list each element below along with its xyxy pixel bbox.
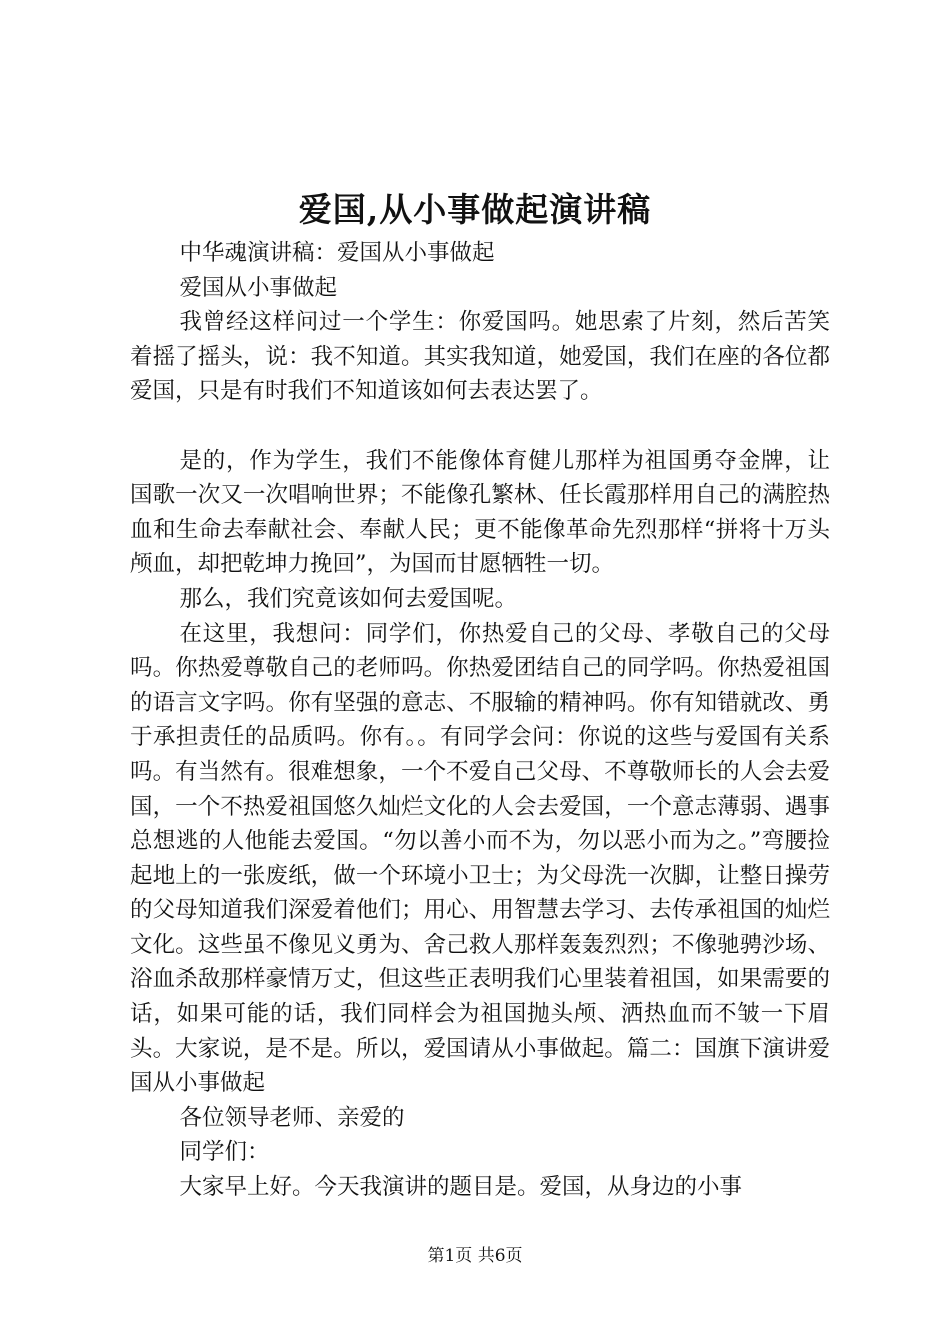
paragraph: 大家早上好。今天我演讲的题目是。爱国，从身边的小事	[179, 1174, 743, 1201]
paragraph: 各位领导老师、亲爱的	[179, 1104, 405, 1131]
paragraph: 是的，作为学生，我们不能像体育健儿那样为祖国勇夺金牌，让国歌一次又一次唱响世界；不能像孔繁林、任长霞那样用自己的满腔热血和生命去奉献社会、奉献人民；更不能像革命先烈那样“拼将十万头颅血，却把乾坤力挽回”，为国而甘愿牺牲一切。	[130, 447, 830, 578]
paragraph: 爱国从小事做起	[179, 274, 338, 301]
paragraph: 中华魂演讲稿：爱国从小事做起	[179, 240, 495, 266]
paragraph: 在这里，我想问：同学们，你热爱自己的父母、孝敬自己的父母吗。你热爱尊敬自己的老师吗。你热爱团结自己的同学吗。你热爱祖国的语言文字吗。你有坚强的意志、不服输的精神吗。你有知错就改、勇于承担责任的品质吗。你有。。有同学会问：你说的这些与爱国有关系吗。有当然有。很难想象，一个不爱自己父母、不尊敬师长的人会去爱国，一个不热爱祖国悠久灿烂文化的人会去爱国，一个意志薄弱、遇事总想逃的人他能去爱国。“勿以善小而不为，勿以恶小而为之。”弯腰捡起地上的一张废纸，做一个环境小卫士；为父母洗一次脚，让整日操劳的父母知道我们深爱着他们；用心、用智慧去学习、去传承祖国的灿烂文化。这些虽不像见义勇为、舍己救人那样轰轰烈烈；不像驰骋沙场、浴血杀敌那样豪情万丈，但这些正表明我们心里装着祖国，如果需要的话，如果可能的话，我们同样会为祖国抛头颅、洒热血而不皱一下眉头。大家说，是不是。所以，爱国请从小事做起。篇二：国旗下演讲爱国从小事做起	[130, 620, 830, 1097]
paragraph: 同学们：	[179, 1139, 270, 1166]
document-body	[130, 236, 830, 1205]
paragraph: 那么，我们究竟该如何去爱国呢。	[179, 585, 518, 612]
paragraph: 我曾经这样问过一个学生：你爱国吗。她思索了片刻，然后苦笑着摇了摇头，说：我不知道。其实我知道，她爱国，我们在座的各位都爱国，只是有时我们不知道该如何去表达罢了。	[130, 309, 830, 405]
page-footer: 第1页 共6页	[427, 1246, 523, 1266]
document-title: 爱国,从小事做起演讲稿	[298, 190, 652, 229]
